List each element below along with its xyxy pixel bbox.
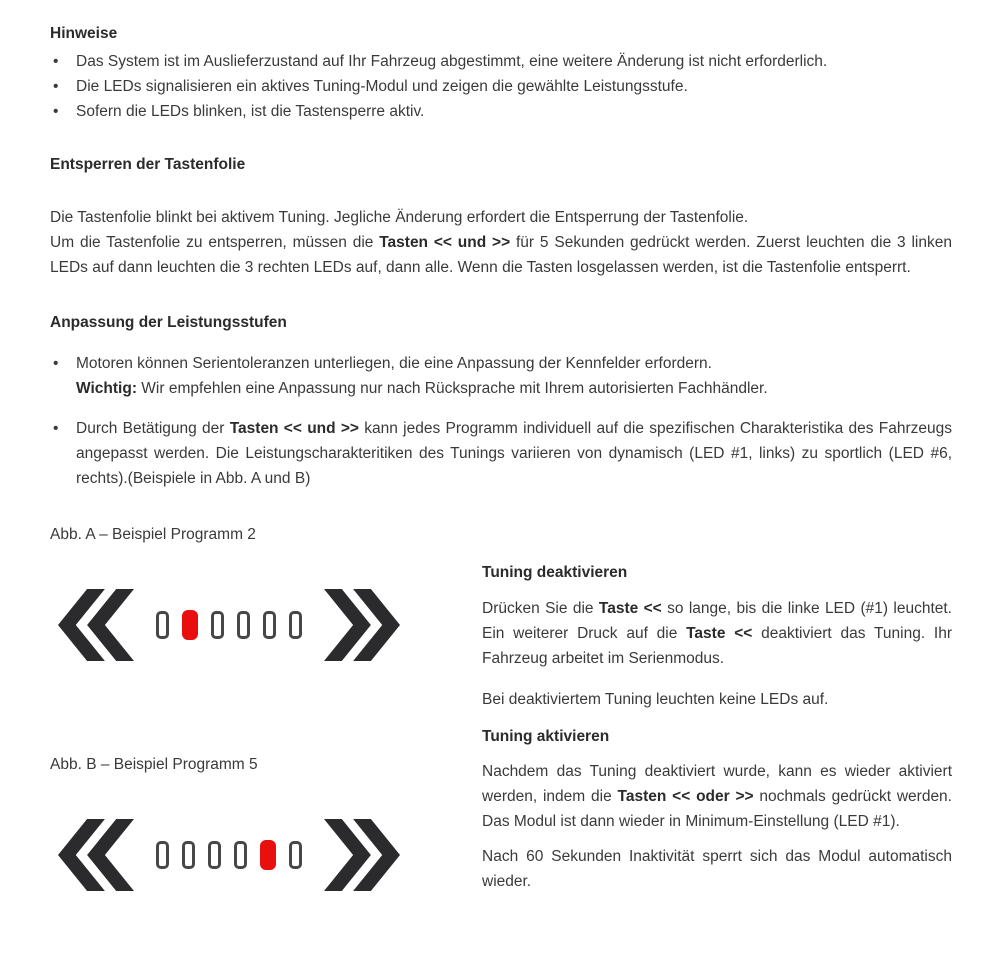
list-item-text	[76, 351, 952, 401]
figure-a-label: Abb. A – Beispiel Programm 2	[50, 526, 256, 543]
section-heading-entsperren: Entsperren der Tastenfolie	[50, 156, 246, 173]
list-item	[50, 49, 952, 74]
led-indicator	[237, 611, 250, 639]
chevron-right-icon	[324, 819, 400, 891]
anpassung-list	[50, 351, 952, 491]
led-indicator	[156, 841, 169, 869]
text-run: Drücken Sie die	[482, 600, 599, 617]
led-strip	[156, 610, 302, 640]
text-run: Motoren können Serientoleranzen unterliegen, die eine Anpassung der Kennfelder erfordern.	[76, 355, 712, 372]
section-anpassung	[50, 313, 952, 491]
list-item-text: Das System ist im Auslieferzustand auf Ihr Fahrzeug abgestimmt, eine weitere Änderung ist nicht erforderlich.	[76, 53, 828, 70]
chevron-right-icon	[324, 589, 400, 661]
section-heading-hinweise: Hinweise	[50, 25, 118, 42]
led-indicator	[211, 611, 224, 639]
list-item	[50, 351, 952, 401]
figure-b-graphic	[58, 819, 482, 891]
instructions-column	[482, 517, 952, 894]
text-run-bold: Taste <<	[686, 625, 753, 642]
chevron-left-icon	[58, 589, 134, 661]
led-indicator	[156, 611, 169, 639]
led-indicator	[182, 841, 195, 869]
text-run-bold: Tasten << oder >>	[617, 788, 754, 805]
bullet-icon: •	[53, 355, 59, 372]
figures-area	[50, 517, 952, 894]
text-run-bold: Tasten << und >>	[229, 420, 359, 437]
list-item-text	[76, 416, 952, 491]
figure-a-graphic	[58, 589, 482, 661]
figure-column	[50, 517, 482, 894]
paragraph-entsperren	[50, 205, 952, 280]
chevron-left-icon	[58, 819, 134, 891]
led-strip	[156, 840, 302, 870]
list-item	[50, 99, 952, 124]
paragraph-deaktivieren-1	[482, 596, 952, 671]
list-item-text: Sofern die LEDs blinken, ist die Tastensperre aktiv.	[76, 103, 425, 120]
text-run: Die Tastenfolie blinkt bei aktivem Tuning. Jegliche Änderung erfordert die Entsperrung der Tastenfolie.	[50, 209, 749, 226]
text-run-bold: Wichtig:	[76, 380, 137, 397]
bullet-icon: •	[53, 420, 59, 437]
section-heading-anpassung: Anpassung der Leistungsstufen	[50, 314, 287, 331]
bullet-icon: •	[53, 103, 59, 120]
paragraph-aktivieren-2: Nach 60 Sekunden Inaktivität sperrt sich das Modul automatisch wieder.	[482, 848, 952, 890]
text-run: Um die Tastenfolie zu entsperren, müssen die	[50, 234, 380, 251]
led-indicator	[208, 841, 221, 869]
led-indicator	[234, 841, 247, 869]
led-indicator	[289, 611, 302, 639]
led-indicator-active	[260, 840, 276, 870]
text-run: Nachdem das Tuning deaktiviert wurde, kann es wieder aktiviert werden, indem die	[482, 763, 952, 805]
paragraph-deaktivieren-2: Bei deaktiviertem Tuning leuchten keine LEDs auf.	[482, 691, 829, 708]
text-run: Wir empfehlen eine Anpassung nur nach Rücksprache mit Ihrem autorisierten Fachhändler.	[137, 380, 768, 397]
text-run: nochmals gedrückt werden. Das Modul ist dann wieder in Minimum-Einstellung (LED #1).	[482, 788, 952, 830]
text-run: so lange, bis die linke LED (#1) leuchtet. Ein weiterer Druck auf die	[482, 600, 952, 642]
led-indicator	[263, 611, 276, 639]
list-item	[50, 416, 952, 491]
section-hinweise	[50, 24, 952, 124]
list-item-text: Die LEDs signalisieren ein aktives Tuning-Modul und zeigen die gewählte Leistungsstufe.	[76, 78, 688, 95]
text-run: deaktiviert das Tuning. Ihr Fahrzeug arbeitet im Serienmodus.	[482, 625, 952, 667]
hinweise-list	[50, 49, 952, 124]
text-run: Durch Betätigung der	[76, 420, 230, 437]
bullet-icon: •	[53, 78, 59, 95]
section-heading-deaktivieren: Tuning deaktivieren	[482, 564, 628, 581]
paragraph-aktivieren-1	[482, 759, 952, 834]
text-run: für 5 Sekunden gedrückt werden. Zuerst leuchten die 3 linken LEDs auf dann leuchten die 3 rechten LEDs auf, dann alle. Wenn die Tasten losgelassen werden, ist die Tastenfolie entsperrt.	[50, 234, 952, 276]
list-item	[50, 74, 952, 99]
text-run: kann jedes Programm individuell auf die spezifischen Charakteristika des Fahrzeugs angepasst werden. Die Leistungscharakteritiken des Tunings variieren von dynamisch (LED #1, links) zu sportlich (LED #6, rechts).(Beispiele in Abb. A und B)	[76, 420, 952, 487]
bullet-icon: •	[53, 53, 59, 70]
section-heading-aktivieren: Tuning aktivieren	[482, 728, 610, 745]
led-indicator	[289, 841, 302, 869]
text-run-bold: Taste <<	[598, 600, 662, 617]
text-run-bold: Tasten << und >>	[379, 234, 511, 251]
section-entsperren	[50, 155, 952, 280]
led-indicator-active	[182, 610, 198, 640]
figure-b-label: Abb. B – Beispiel Programm 5	[50, 756, 258, 773]
